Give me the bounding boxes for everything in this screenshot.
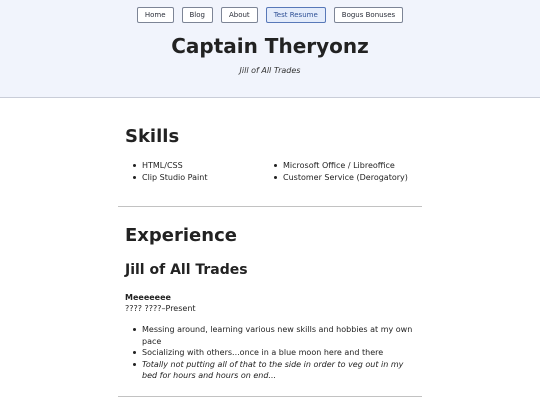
skills-heading: Skills <box>125 126 180 147</box>
top-nav <box>0 7 540 23</box>
job-bullet: Socializing with others...once in a blue moon here and there <box>132 347 418 359</box>
job-dates: ???? ????–Present <box>125 304 196 313</box>
site-title: Captain Theryonz <box>171 34 369 58</box>
nav-bogus-bonuses-link[interactable]: Bogus Bonuses <box>334 7 403 23</box>
nav-test-resume-link[interactable]: Test Resume <box>266 7 326 23</box>
skills-list <box>118 160 422 206</box>
skill-item: Microsoft Office / Libreoffice <box>273 160 414 172</box>
experience-heading: Experience <box>125 225 237 246</box>
skills-column-1 <box>132 160 273 206</box>
resume-content <box>118 98 422 397</box>
job-bullet-italic: Totally not putting all of that to the side in order to veg out in my bed for hours and hours on end... <box>132 359 418 382</box>
site-header <box>0 0 540 98</box>
skills-column-2 <box>273 160 414 206</box>
job-role: Meeeeeee <box>125 293 171 302</box>
job-bullet: Messing around, learning various new skills and hobbies at my own pace <box>132 324 418 347</box>
skills-section <box>118 98 422 207</box>
skill-item: HTML/CSS <box>132 160 273 172</box>
experience-section <box>118 207 422 397</box>
skill-item: Customer Service (Derogatory) <box>273 172 414 184</box>
nav-blog-link[interactable]: Blog <box>182 7 213 23</box>
nav-home-link[interactable]: Home <box>137 7 174 23</box>
job-bullets <box>118 324 418 382</box>
site-tagline: Jill of All Trades <box>239 66 301 75</box>
job-title: Jill of All Trades <box>125 262 248 278</box>
nav-about-link[interactable]: About <box>221 7 258 23</box>
skill-item: Clip Studio Paint <box>132 172 273 184</box>
